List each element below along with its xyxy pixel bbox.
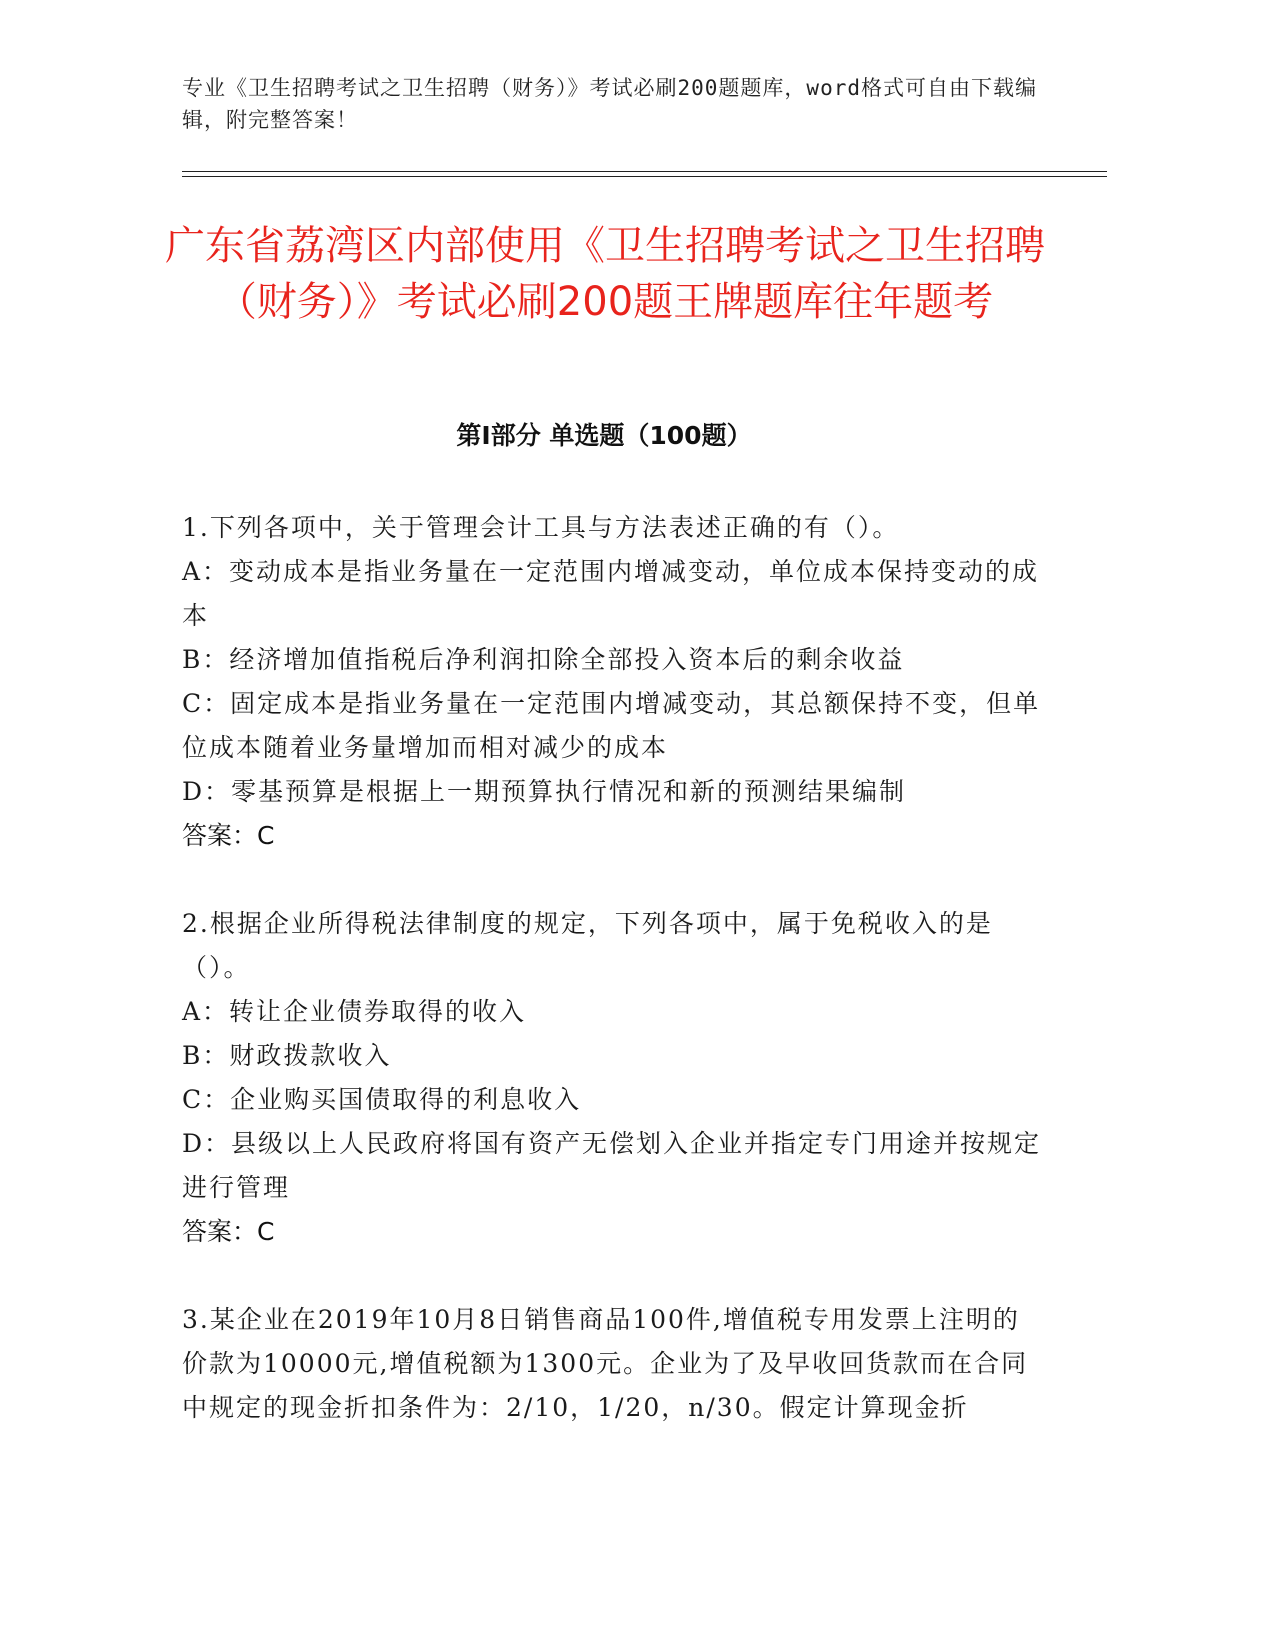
option-c: C：企业购买国债取得的利息收入 xyxy=(182,1085,582,1114)
header-note: 专业《卫生招聘考试之卫生招聘（财务）》考试必刷200题题库，word格式可自由下载编辑，附完整答案！ xyxy=(182,76,1037,132)
header-divider-thin xyxy=(182,176,1107,177)
question-2 xyxy=(182,902,1042,1254)
option-b: B：财政拨款收入 xyxy=(182,1041,392,1070)
section-title: 第Ⅰ部分 单选题（100题） xyxy=(456,421,752,450)
question-1 xyxy=(182,506,1042,858)
answer: 答案：C xyxy=(182,821,275,850)
option-d: D：零基预算是根据上一期预算执行情况和新的预测结果编制 xyxy=(182,777,907,806)
option-a: A：转让企业债券取得的收入 xyxy=(182,997,527,1026)
option-b: B：经济增加值指税后净利润扣除全部投入资本后的剩余收益 xyxy=(182,645,905,674)
option-c: C：固定成本是指业务量在一定范围内增减变动，其总额保持不变，但单位成本随着业务量增加而相对减少的成本 xyxy=(182,689,1041,762)
question-stem: 3.某企业在2019年10月8日销售商品100件,增值税专用发票上注明的价款为10000元,增值税额为1300元。企业为了及早收回货款而在合同中规定的现金折扣条件为：2/10，1/20，n/30。假定计算现金折 xyxy=(182,1305,1029,1422)
option-a: A：变动成本是指业务量在一定范围内增减变动，单位成本保持变动的成本 xyxy=(182,557,1040,630)
question-list xyxy=(182,506,1042,1474)
option-d: D：县级以上人民政府将国有资产无偿划入企业并指定专门用途并按规定进行管理 xyxy=(182,1129,1042,1202)
question-3 xyxy=(182,1298,1042,1430)
answer: 答案：C xyxy=(182,1217,275,1246)
question-stem: 1.下列各项中，关于管理会计工具与方法表述正确的有（）。 xyxy=(182,513,900,542)
header-divider-thick xyxy=(182,171,1107,172)
document-title: 广东省荔湾区内部使用《卫生招聘考试之卫生招聘（财务）》考试必刷200题王牌题库往年题考 xyxy=(165,223,1045,325)
question-stem: 2.根据企业所得税法律制度的规定，下列各项中，属于免税收入的是（）。 xyxy=(182,909,993,982)
